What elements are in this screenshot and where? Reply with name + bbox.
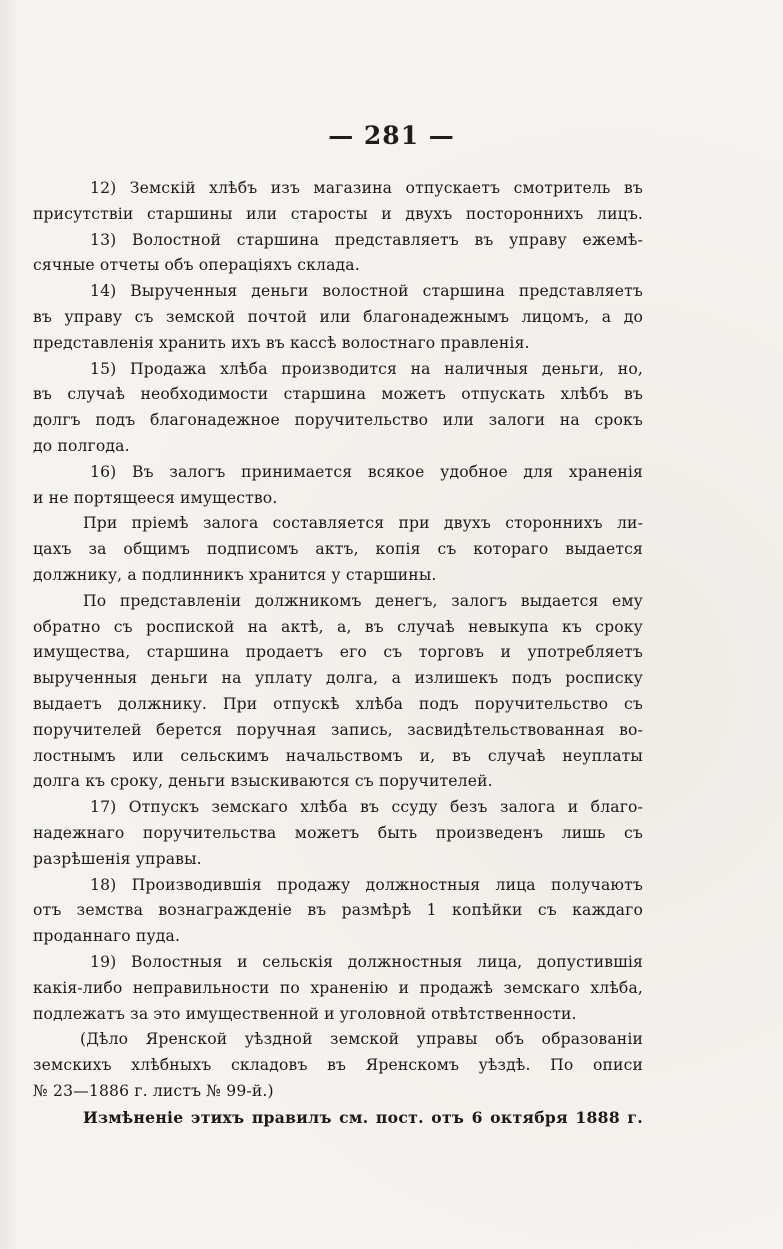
text-line: При пріемѣ залога составляется при двухъ стороннихъ ли- bbox=[83, 514, 643, 533]
text-line: разрѣшенія управы. bbox=[33, 849, 202, 868]
text-line: въ управу съ земской почтой или благонадежнымъ лицомъ, а до bbox=[33, 307, 643, 326]
text-line: 18) Производившія продажу должностныя лица получаютъ bbox=[90, 875, 643, 894]
text-line: присутствіи старшины или старосты и двухъ постороннихъ лицъ. bbox=[33, 204, 643, 223]
text-line: 15) Продажа хлѣба производится на наличныя деньги, но, bbox=[90, 359, 643, 378]
text-line: долгъ подъ благонадежное поручительство или залоги на срокъ bbox=[33, 411, 643, 430]
text-line: до полгода. bbox=[33, 436, 130, 455]
text-line: цахъ за общимъ подписомъ актъ, копія съ котораго выдается bbox=[33, 540, 643, 559]
text-line: № 23—1886 г. листъ № 99-й.) bbox=[33, 1081, 274, 1100]
text-line: сячные отчеты объ операціяхъ склада. bbox=[33, 256, 360, 275]
text-line: въ случаѣ необходимости старшина можетъ отпускать хлѣбъ въ bbox=[33, 385, 643, 404]
text-line: и не портящееся имущество. bbox=[33, 488, 278, 507]
text-line: надежнаго поручительства можетъ быть произведенъ лишь съ bbox=[33, 823, 643, 842]
body-text bbox=[33, 176, 643, 1130]
text-line: (Дѣло Яренской уѣздной земской управы объ образованіи bbox=[80, 1030, 643, 1049]
text-line: земскихъ хлѣбныхъ складовъ въ Яренскомъ уѣздѣ. По описи bbox=[33, 1056, 643, 1075]
text-line: лостнымъ или сельскимъ начальствомъ и, въ случаѣ неуплаты bbox=[33, 746, 643, 765]
text-line: представленія хранить ихъ въ кассѣ волостнаго правленія. bbox=[33, 333, 530, 352]
text-line: имущества, старшина продаетъ его съ торговъ и употребляетъ bbox=[33, 643, 643, 662]
text-line: 14) Вырученныя деньги волостной старшина представляетъ bbox=[90, 282, 643, 301]
text-line: какія-либо неправильности по храненію и продажѣ земскаго хлѣба, bbox=[33, 978, 643, 997]
text-line: 16) Въ залогъ принимается всякое удобное для храненія bbox=[90, 462, 643, 481]
text-line: обратно съ роспиской на актѣ, а, въ случаѣ невыкупа къ сроку bbox=[33, 617, 643, 636]
text-line: долга къ сроку, деньги взыскиваются съ поручителей. bbox=[33, 772, 493, 791]
text-line: 13) Волостной старшина представляетъ въ управу ежемѣ- bbox=[90, 230, 643, 249]
text-line: 12) Земскій хлѣбъ изъ магазина отпускаетъ смотритель въ bbox=[90, 179, 643, 197]
text-line: поручителей берется поручная запись, засвидѣтельствованная во- bbox=[33, 720, 643, 739]
text-line: 19) Волостныя и сельскія должностныя лица, допустившія bbox=[90, 952, 643, 971]
text-line: отъ земства вознагражденіе въ размѣрѣ 1 копѣйки съ каждаго bbox=[33, 901, 643, 920]
text-line: вырученныя деньги на уплату долга, а излишекъ подъ роспиcку bbox=[33, 669, 643, 688]
text-line: проданнаго пуда. bbox=[33, 927, 181, 946]
text-line: По представленіи должникомъ денегъ, залогъ выдается ему bbox=[83, 591, 643, 610]
text-line: 17) Отпускъ земскаго хлѣба въ ссуду безъ залога и благо- bbox=[90, 798, 643, 817]
text-line: выдаетъ должнику. При отпускѣ хлѣба подъ поручительство съ bbox=[33, 694, 643, 713]
text-line: Измѣненіе этихъ правилъ см. пост. отъ 6 октября 1888 г. bbox=[83, 1107, 643, 1127]
page-number: — 281 — bbox=[328, 121, 455, 150]
text-line: должнику, а подлинникъ хранится у старшины. bbox=[33, 565, 437, 584]
text-line: подлежатъ за это имущественной и уголовной отвѣтственности. bbox=[33, 1004, 577, 1023]
